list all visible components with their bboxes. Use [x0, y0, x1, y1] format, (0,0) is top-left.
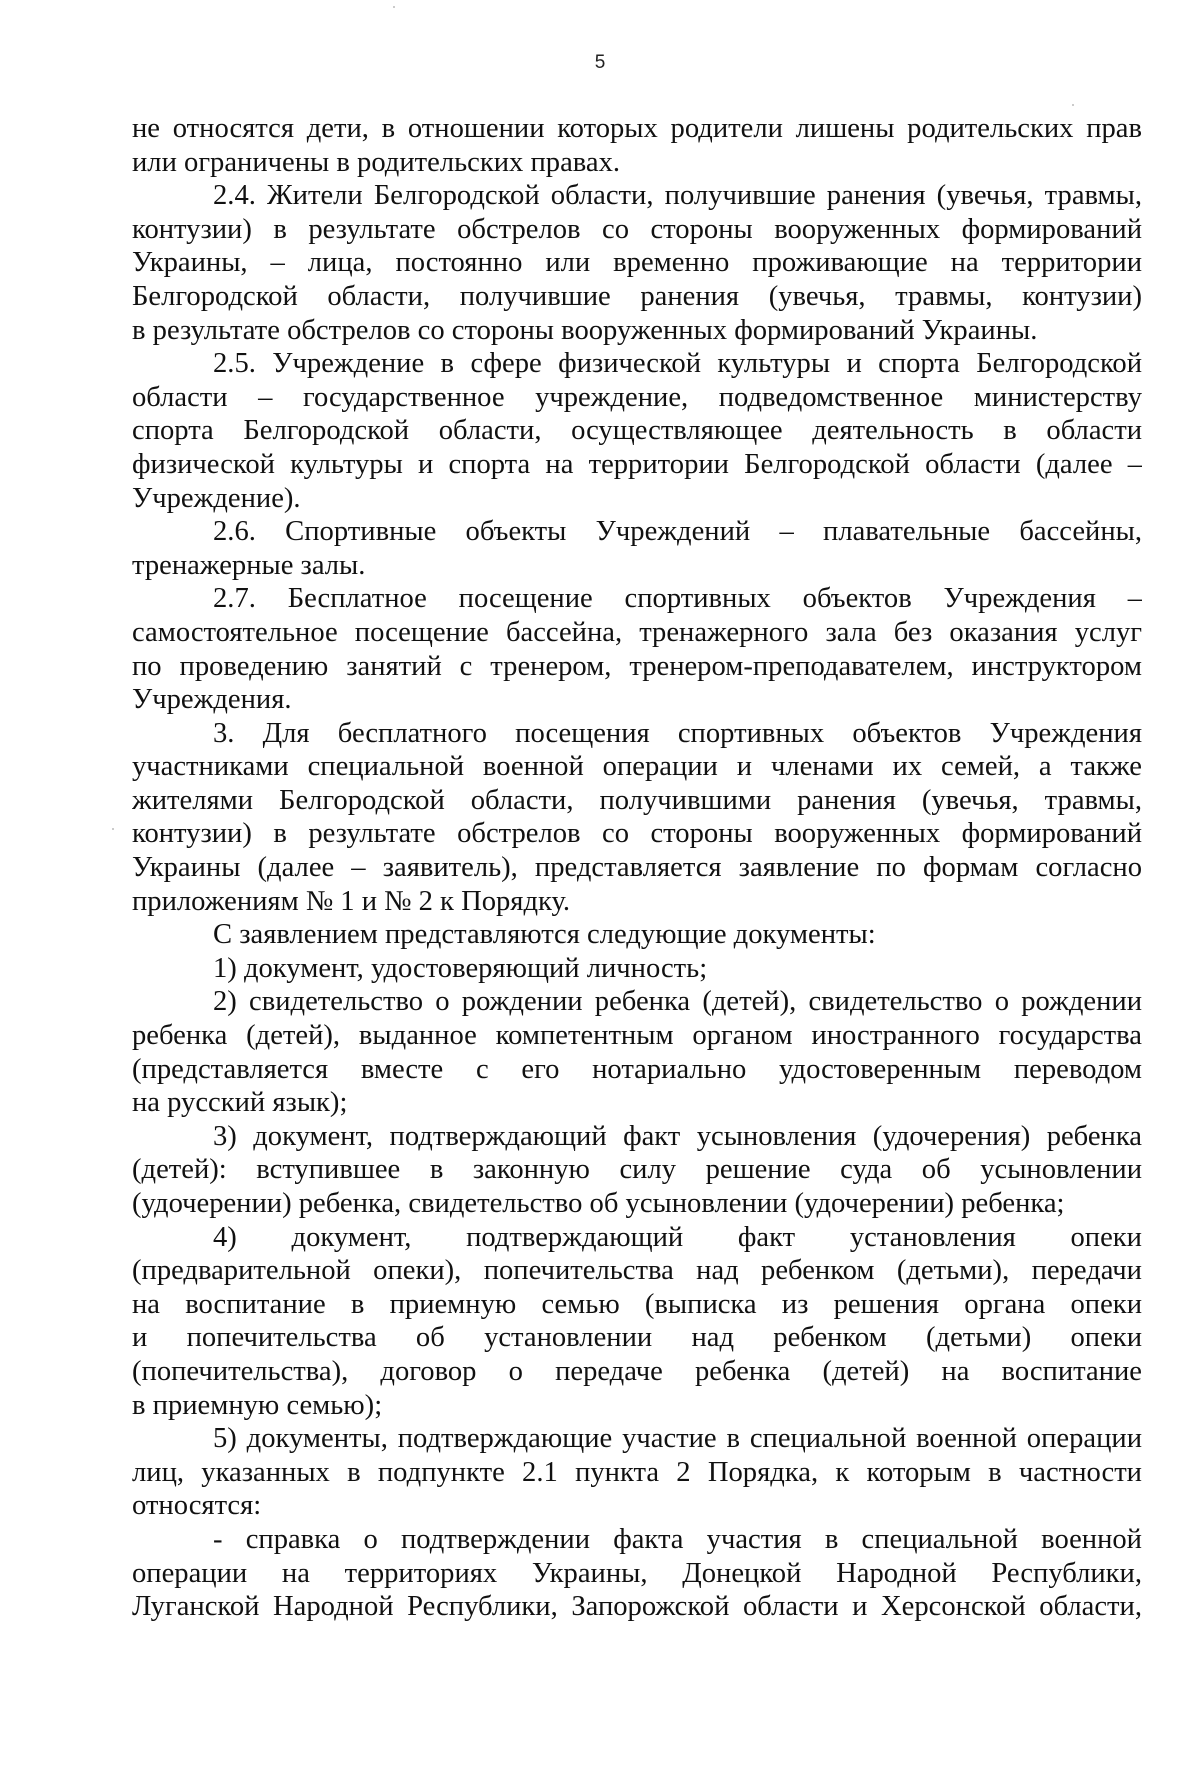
text-line: самостоятельное посещение бассейна, тренажерного зала без оказания услуг: [132, 616, 1142, 648]
text-line: 2.7. Бесплатное посещение спортивных объектов Учреждения –: [213, 583, 1142, 615]
text-line: Белгородской области, получившие ранения (увечья, травмы, контузии): [132, 280, 1142, 312]
text-line: - справка о подтверждении факта участия в специальной военной: [213, 1523, 1142, 1555]
page-number: 5: [594, 52, 606, 73]
text-line: участниками специальной военной операции и членами их семей, а также: [132, 751, 1142, 783]
text-line: (представляется вместе с его нотариально удостоверенным переводом: [132, 1053, 1142, 1085]
text-line: ребенка (детей), выданное компетентным органом иностранного государства: [132, 1020, 1142, 1052]
document-body: [132, 112, 1142, 1624]
text-line: спорта Белгородской области, осуществляющее деятельность в области: [132, 415, 1142, 447]
text-line: в результате обстрелов со стороны вооруженных формирований Украины.: [132, 314, 1038, 346]
text-line: относятся:: [132, 1490, 262, 1522]
text-line: (детей): вступившее в законную силу решение суда об усыновлении: [132, 1154, 1142, 1186]
text-line: или ограничены в родительских правах.: [132, 146, 621, 178]
text-line: 1) документ, удостоверяющий личность;: [213, 952, 708, 984]
text-line: Украины, – лица, постоянно или временно проживающие на территории: [132, 247, 1142, 279]
text-line: Учреждения.: [132, 684, 292, 716]
text-line: (предварительной опеки), попечительства над ребенком (детьми), передачи: [132, 1255, 1142, 1287]
text-line: области – государственное учреждение, подведомственное министерству: [132, 381, 1142, 413]
text-line: по проведению занятий с тренером, тренером-преподавателем, инструктором: [132, 650, 1142, 682]
text-line: (попечительства), договор о передаче ребенка (детей) на воспитание: [132, 1355, 1142, 1387]
text-line: 2.6. Спортивные объекты Учреждений – плавательные бассейны,: [213, 516, 1142, 548]
text-line: в приемную семью);: [132, 1389, 383, 1421]
text-line: 4) документ, подтверждающий факт установления опеки: [213, 1221, 1142, 1253]
text-line: С заявлением представляются следующие документы:: [213, 919, 876, 951]
text-line: на русский язык);: [132, 1087, 348, 1119]
text-line: Учреждение).: [132, 482, 301, 514]
text-line: и попечительства об установлении над ребенком (детьми) опеки: [132, 1322, 1142, 1354]
scan-artifact: [112, 828, 114, 830]
text-line: контузии) в результате обстрелов со стороны вооруженных формирований: [132, 213, 1142, 245]
text-line: 2.5. Учреждение в сфере физической культуры и спорта Белгородской: [213, 348, 1142, 380]
text-line: Украины (далее – заявитель), представляется заявление по формам согласно: [132, 852, 1142, 884]
text-line: тренажерные залы.: [132, 549, 366, 581]
text-line: 2) свидетельство о рождении ребенка (детей), свидетельство о рождении: [213, 986, 1142, 1018]
text-line: жителями Белгородской области, получившими ранения (увечья, травмы,: [132, 784, 1142, 816]
text-line: 5) документы, подтверждающие участие в специальной военной операции: [213, 1423, 1142, 1455]
text-line: контузии) в результате обстрелов со стороны вооруженных формирований: [132, 818, 1142, 850]
text-line: не относятся дети, в отношении которых родители лишены родительских прав: [132, 113, 1142, 144]
text-line: 2.4. Жители Белгородской области, получившие ранения (увечья, травмы,: [213, 180, 1142, 212]
text-line: операции на территориях Украины, Донецкой Народной Республики,: [132, 1557, 1142, 1589]
text-line: 3. Для бесплатного посещения спортивных объектов Учреждения: [213, 717, 1142, 749]
scan-artifact: [1072, 104, 1074, 106]
text-line: физической культуры и спорта на территории Белгородской области (далее –: [132, 448, 1142, 480]
text-line: на воспитание в приемную семью (выписка из решения органа опеки: [132, 1288, 1142, 1320]
scan-artifact: [393, 6, 395, 8]
text-line: (удочерении) ребенка, свидетельство об усыновлении (удочерении) ребенка;: [132, 1188, 1065, 1219]
text-line: 3) документ, подтверждающий факт усыновления (удочерения) ребенка: [213, 1120, 1142, 1152]
text-line: Луганской Народной Республики, Запорожской области и Херсонской области,: [132, 1591, 1142, 1623]
text-line: приложениям № 1 и № 2 к Порядку.: [132, 885, 571, 917]
text-line: лиц, указанных в подпункте 2.1 пункта 2 Порядка, к которым в частности: [132, 1456, 1142, 1488]
